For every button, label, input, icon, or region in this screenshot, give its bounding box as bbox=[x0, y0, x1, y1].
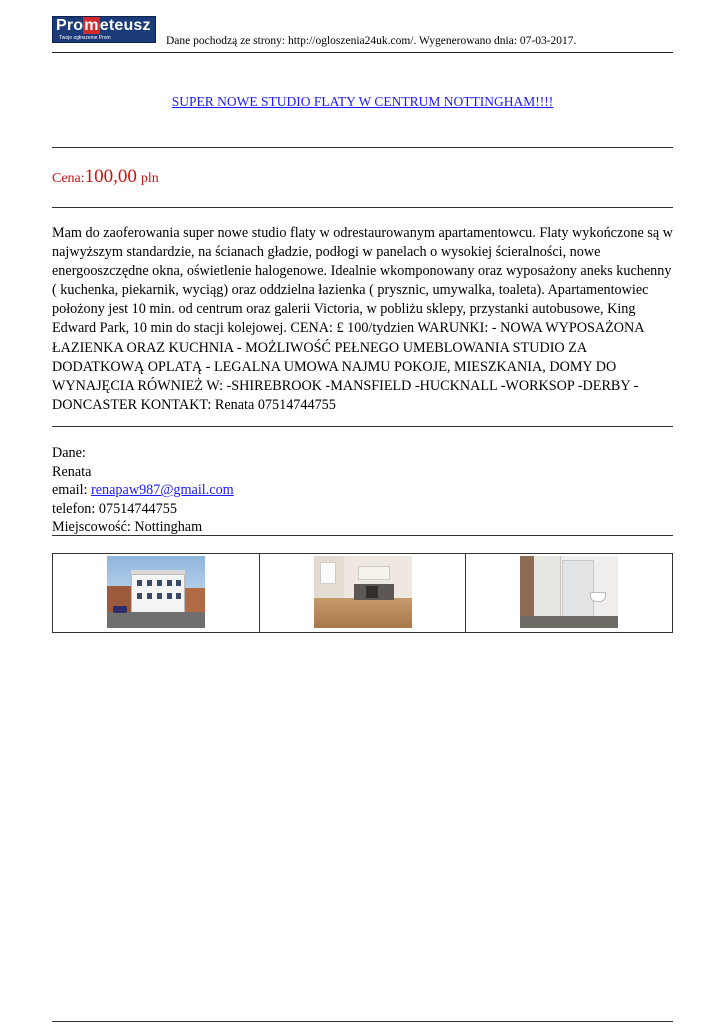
contact-name: Renata bbox=[52, 463, 92, 480]
contact-phone-row bbox=[52, 500, 234, 519]
header-divider bbox=[52, 52, 673, 53]
logo-tagline: Twoje ogłoszenie Prom bbox=[59, 35, 111, 41]
divider bbox=[52, 207, 673, 208]
city-value: Nottingham bbox=[134, 519, 203, 536]
divider bbox=[52, 147, 673, 148]
logo-wordmark: Prometeusz bbox=[56, 17, 151, 34]
site-logo bbox=[52, 16, 156, 43]
phone-label: telefon: bbox=[52, 500, 99, 517]
price-currency: pln bbox=[140, 171, 159, 186]
photo-bathroom[interactable] bbox=[520, 556, 618, 628]
contact-section bbox=[52, 444, 234, 537]
gallery-cell bbox=[260, 554, 467, 632]
price-value: 100,00 bbox=[84, 166, 137, 187]
divider bbox=[52, 426, 673, 427]
divider bbox=[52, 535, 673, 536]
photo-studio-kitchen[interactable] bbox=[314, 556, 412, 628]
email-link[interactable]: renapaw987@gmail.com bbox=[91, 482, 234, 499]
contact-heading: Dane: bbox=[52, 445, 86, 461]
contact-email-row bbox=[52, 481, 234, 500]
price-label: Cena: bbox=[52, 171, 85, 186]
source-info: Dane pochodzą ze strony: http://ogloszenia24uk.com/. Wygenerowano dnia: 07-03-2017. bbox=[166, 35, 577, 47]
email-label: email: bbox=[52, 482, 92, 499]
footer-divider bbox=[52, 1021, 673, 1022]
phone-value: 07514744755 bbox=[98, 500, 177, 517]
listing-description: Mam do zaoferowania super nowe studio flaty w odrestaurowanym apartamentowcu. Flaty wykończone są w najwyższym standardzie, na ścianach gładzie, podłogi w panelach o wysokiej ścieralności, nowe energooszczędne okna, oświetlenie halogenowe. Idealnie wkomponowany oraz wyposażony aneks kuchenny ( kuchenka, piekarnik, wyciąg) oraz oddzielna łazienka ( prysznic, umywalka, toaleta). Apartamentowiec położony jest 10 min. od centrum oraz galerii Victoria, w pobliżu sklepy, przystanki autobusowe, King Edward Park, 10 min do stacji kolejowej. CENA: £ 100/tydzien WARUNKI: - NOWA WYPOSAŻONA ŁAZIENKA ORAZ KUCHNIA - MOŻLIWOŚĆ PEŁNEGO UMEBLOWANIA STUDIO ZA DODATKOWĄ OPLATĄ - LEGALNA UMOWA NAJMU POKOJE, MIESZKANIA, DOMY DO WYNAJĘCIA RÓWNIEŻ W: -SHIREBROOK -MANSFIELD -HUCKNALL -WORKSOP -DERBY -DONCASTER KONTAKT: Renata 07514744755 bbox=[52, 225, 673, 413]
city-label: Miejscowość: bbox=[52, 519, 135, 536]
gallery-cell bbox=[53, 554, 260, 632]
photo-gallery bbox=[52, 553, 673, 633]
listing-title[interactable]: SUPER NOWE STUDIO FLATY W CENTRUM NOTTINGHAM!!!! bbox=[171, 94, 554, 109]
price bbox=[52, 166, 159, 188]
photo-building-exterior[interactable] bbox=[107, 556, 205, 628]
gallery-cell bbox=[466, 554, 672, 632]
